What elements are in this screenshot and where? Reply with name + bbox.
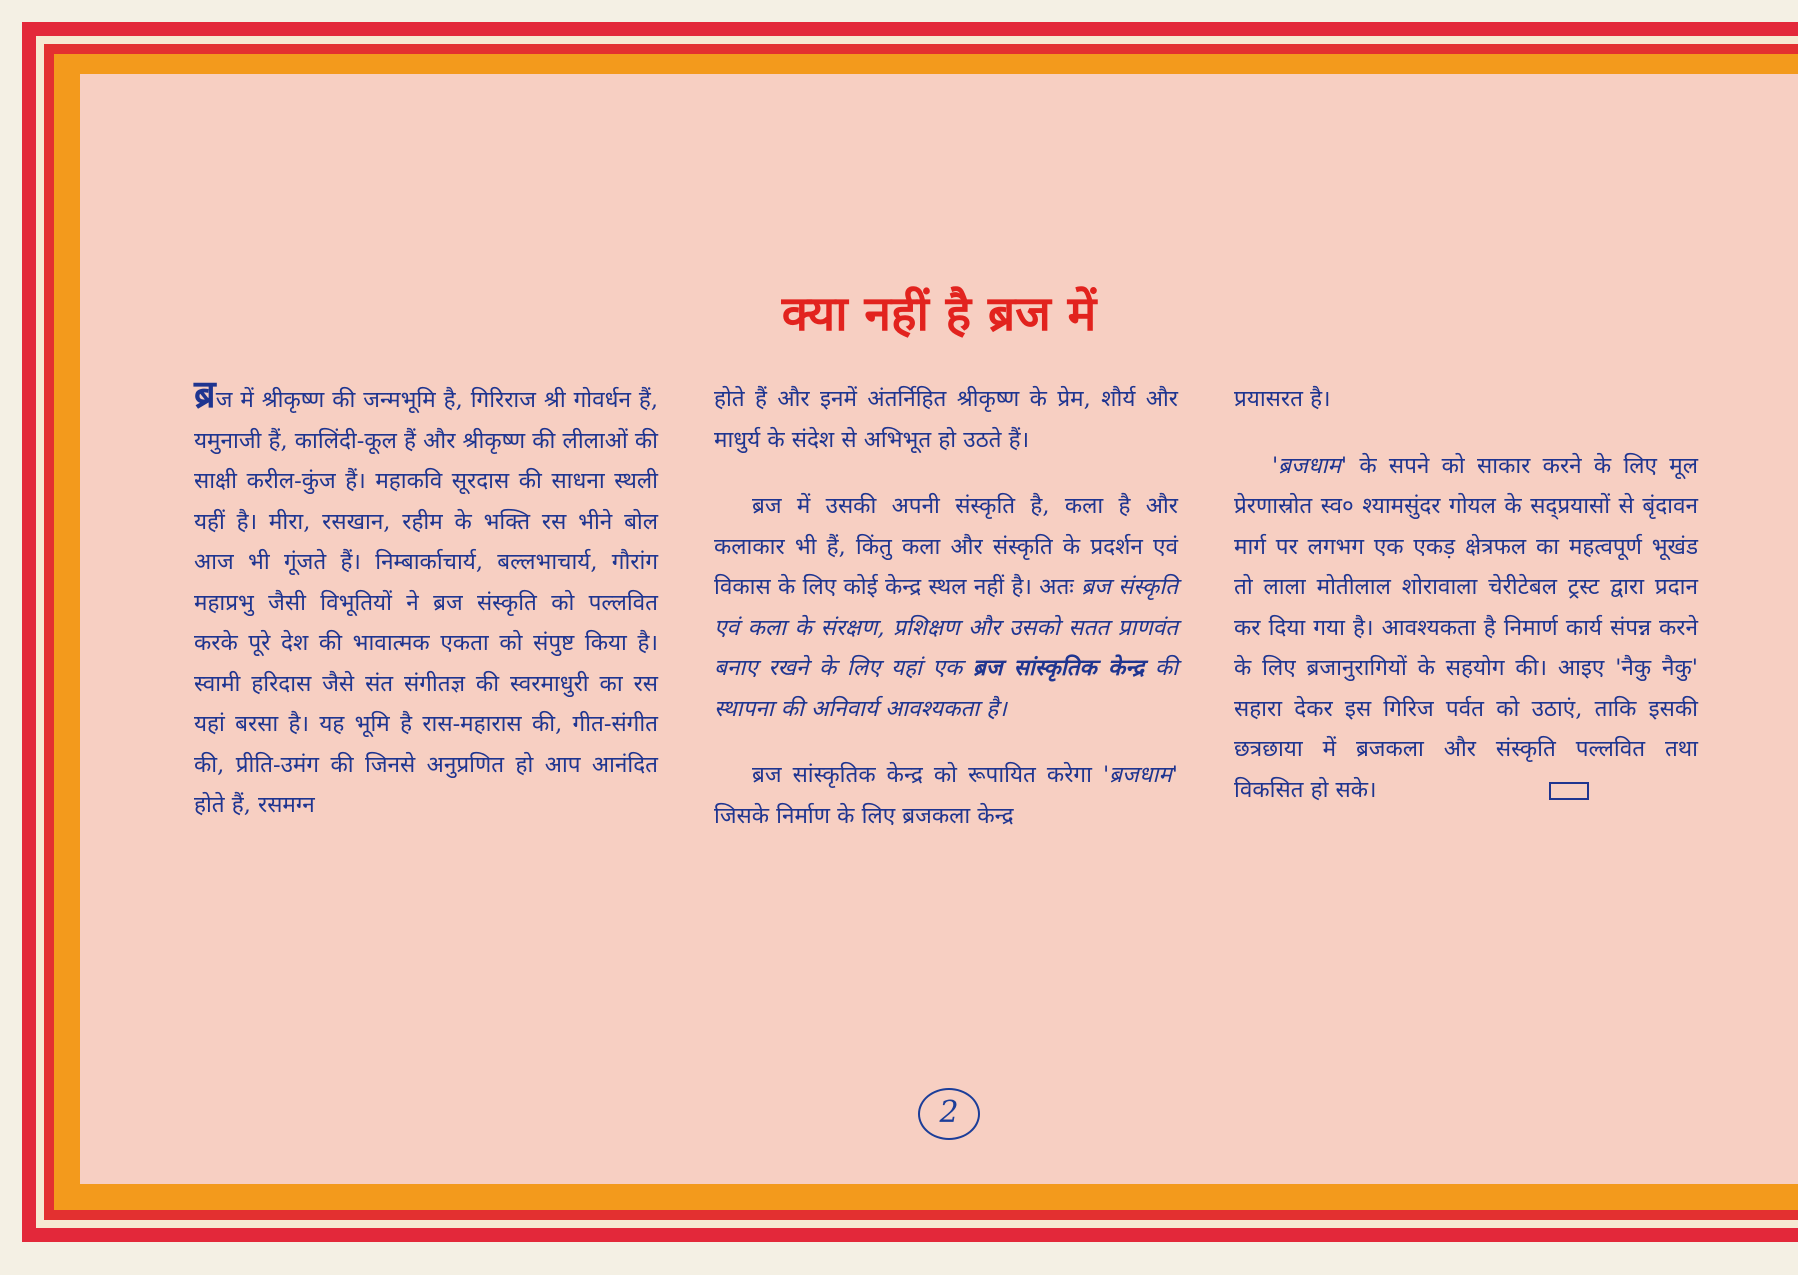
text-column-2 [714,379,1178,836]
paragraph [714,755,1178,836]
emphasis-text: की स्थापना की अनिवार्य आवश्यकता है। [714,655,1178,722]
emphasis-text: 'ब्रजधाम' [1272,452,1348,479]
bold-emphasis-text: ब्रज सांस्कृतिक केन्द्र [972,655,1145,681]
emphasis-text: 'ब्रजधाम' [1102,762,1178,788]
paragraph-text: ब्रज सांस्कृतिक केन्द्र को रूपायित करेगा [752,762,1103,788]
paragraph [714,486,1178,729]
paragraph-text: जिसके निर्माण के लिए ब्रजकला केन्द्र [714,802,1014,829]
paragraph [1234,446,1698,811]
page-title: क्या नहीं है ब्रज में [781,286,1097,342]
text-column-1 [194,371,658,826]
paragraph: होते हैं और इनमें अंतर्निहित श्रीकृष्ण के प्रेम, शौर्य और माधुर्य के संदेश से अभिभूत हो उठते हैं। [714,386,1178,453]
emphasis-text: ब्रज संस्कृति एवं कला के संरक्षण, प्रशिक्षण और उसको सतत प्राणवंत बनाए रखने के लिए यहां एक [714,574,1178,681]
page-number: 2 [918,1088,980,1140]
drop-cap: ब्र [194,371,216,416]
paragraph-text: के सपने को साकार करने के लिए मूल प्रेरणास्रोत स्व० श्यामसुंदर गोयल के सद्प्रयासों से बृंदावन मार्ग पर लगभग एक एकड़ क्षेत्रफल का महत्वपूर्ण भूखंड तो लाला मोतीलाल शोरावाला चेरीटेबल ट्रस्ट द्वारा प्रदान कर दिया गया है। आवश्यकता है निमार्ण कार्य संपन्न करने के लिए ब्रजानुरागियों के सहयोग की। आइए 'नैकु नैकु' सहारा देकर इस गिरिज पर्वत को उठाएं, ताकि इसकी छत्रछाया में ब्रजकला और संस्कृति पल्लवित तथा विकसित हो सके। [1234,452,1698,803]
paragraph: प्रयासरत है। [1234,386,1331,412]
paragraph-text: ब्रज में उसकी अपनी संस्कृति है, कला है और कलाकार भी हैं, किंतु कला और संस्कृति के प्रदर्शन एवं विकास के लिए कोई केन्द्र स्थल नहीं है। अतः [714,493,1178,600]
paragraph [194,371,658,826]
end-mark-icon [1549,782,1589,800]
text-column-3 [1234,379,1698,810]
content-panel [80,74,1798,1184]
paragraph-text: ज में श्रीकृष्ण की जन्मभूमि है, गिरिराज श्री गोवर्धन हैं, यमुनाजी हैं, कालिंदी-कूल हैं और श्रीकृष्ण की लीलाओं की साक्षी करील-कुंज हैं। महाकवि सूरदास की साधना स्थली यहीं है। मीरा, रसखान, रहीम के भक्ति रस भीने बोल आज भी गूंजते हैं। निम्बार्काचार्य, बल्लभाचार्य, गौरांग महाप्रभु जैसी विभूतियों ने ब्रज संस्कृति को पल्लवित करके पूरे देश की भावात्मक एकता को संपुष्ट किया है। स्वामी हरिदास जैसे संत संगीतज्ञ की स्वरमाधुरी का रस यहां बरसा है। यह भूमि है रास-महारास की, गीत-संगीत की, प्रीति-उमंग की जिनसे अनुप्रणित हो आप आनंदित होते हैं, रसमग्न [194,387,658,818]
